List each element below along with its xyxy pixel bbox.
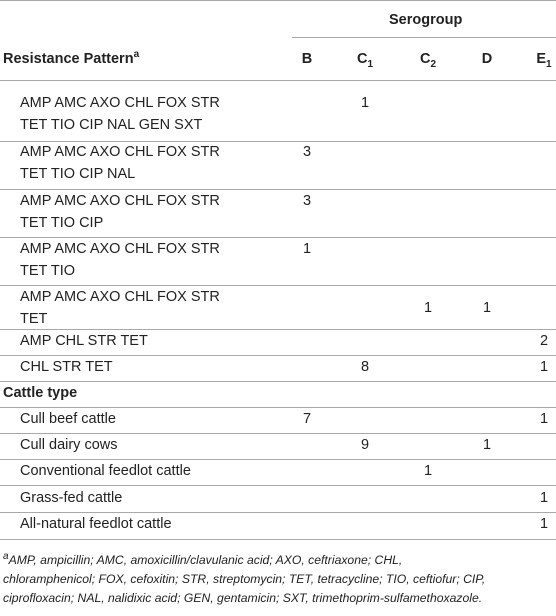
bottom-rule	[0, 539, 556, 540]
pattern-row-line1: AMP AMC AXO CHL FOX STR	[20, 95, 220, 111]
cattle-row-label: All-natural feedlot cattle	[20, 516, 172, 532]
col-header-e1: $E_1$	[536, 51, 552, 70]
cell-c1: 1	[360, 95, 370, 111]
pattern-row-line1: AMP AMC AXO CHL FOX STR	[20, 144, 220, 160]
footnote-marker: a	[133, 49, 140, 61]
col-header-b: B	[301, 51, 313, 67]
col-header-c2: $C_2$	[419, 51, 437, 70]
pattern-row-line2: TET	[20, 311, 48, 327]
pattern-row-line2: TET TIO CIP NAL	[20, 166, 136, 182]
cell-c1: 9	[360, 437, 370, 453]
row-rule	[0, 485, 556, 486]
cell-e1: 1	[539, 359, 549, 375]
cell-b: 1	[302, 241, 312, 257]
cell-b: 3	[302, 144, 312, 160]
serogroup-underline	[292, 37, 556, 38]
cell-d: 1	[482, 300, 492, 316]
col-header-d: D	[481, 51, 493, 67]
pattern-row-line1: AMP AMC AXO CHL FOX STR	[20, 289, 220, 305]
cell-e1: 2	[539, 333, 549, 349]
footnote-line: $^a$AMP, ampicillin; AMC, amoxicillin/clavulanic acid; AXO, ceftriaxone; CHL,	[3, 550, 403, 567]
cell-e1: 1	[539, 516, 549, 532]
cell-b: 7	[302, 411, 312, 427]
cell-d: 1	[482, 437, 492, 453]
cell-c2: 1	[423, 300, 433, 316]
pattern-row-line1: AMP AMC AXO CHL FOX STR	[20, 241, 220, 257]
cell-e1: 1	[539, 411, 549, 427]
cell-b: 3	[302, 193, 312, 209]
pattern-row-line2: TET TIO CIP	[20, 215, 104, 231]
pattern-row-line1: CHL STR TET	[20, 359, 113, 375]
cattle-row-label: Conventional feedlot cattle	[20, 463, 191, 479]
row-rule	[0, 381, 556, 382]
section-label-cattle-type: Cattle type	[3, 385, 78, 401]
footnote-line: ciprofloxacin; NAL, nalidixic acid; GEN, gentamicin; SXT, trimethoprim-sulfamethoxazole.	[3, 591, 483, 605]
pattern-row-line2: TET TIO CIP NAL GEN SXT	[20, 117, 203, 133]
serogroup-header: Serogroup	[389, 12, 463, 28]
resistance-pattern-header: Resistance Pattern$^a$	[3, 49, 140, 67]
cell-c1: 8	[360, 359, 370, 375]
cell-e1: 1	[539, 490, 549, 506]
cattle-row-label: Grass-fed cattle	[20, 490, 123, 506]
pattern-row-line1: AMP AMC AXO CHL FOX STR	[20, 193, 220, 209]
col-header-c1: $C_1$	[356, 51, 374, 70]
cell-c2: 1	[423, 463, 433, 479]
footnote-line: chloramphenicol; FOX, cefoxitin; STR, streptomycin; TET, tetracycline; TIO, ceftiofur; CIP,	[3, 572, 486, 586]
pattern-row-line2: TET TIO	[20, 263, 76, 279]
pattern-row-line1: AMP CHL STR TET	[20, 333, 148, 349]
cattle-row-label: Cull dairy cows	[20, 437, 118, 453]
top-rule	[0, 0, 556, 1]
footnote	[3, 551, 553, 608]
cattle-row-label: Cull beef cattle	[20, 411, 116, 427]
header-rule	[0, 80, 556, 81]
